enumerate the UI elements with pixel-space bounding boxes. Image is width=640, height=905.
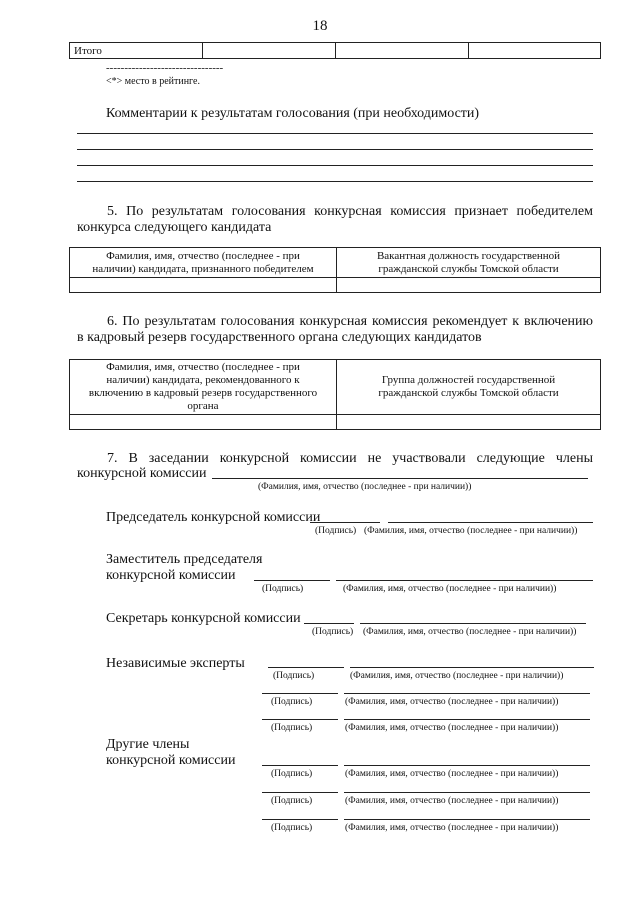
section5-text-line2: конкурса следующего кандидата — [77, 220, 272, 235]
winner-col2-header: Вакантная должность государственной — [376, 249, 561, 262]
section7-text-line2: конкурсной комиссии — [77, 466, 207, 481]
section5-text-line1: 5. По результатам голосования конкурсная комиссия признает победителем — [107, 204, 593, 219]
expert2-fio-caption: (Фамилия, имя, отчество (последнее - при наличии)) — [345, 697, 559, 707]
reserve-group-cell — [337, 415, 601, 430]
reserve-fio-cell — [70, 415, 337, 430]
expert2-fio-line — [344, 693, 590, 694]
comment-line — [77, 149, 593, 150]
member1-signature-line — [262, 765, 338, 766]
absent-members-caption: (Фамилия, имя, отчество (последнее - при наличии)) — [258, 482, 472, 492]
winner-position-cell — [337, 278, 601, 293]
expert3-fio-line — [344, 719, 590, 720]
totals-cell — [336, 43, 469, 59]
member2-signature-caption: (Подпись) — [271, 796, 313, 806]
member2-fio-caption: (Фамилия, имя, отчество (последнее - при наличии)) — [345, 796, 559, 806]
others-label-line2: конкурсной комиссии — [106, 753, 236, 768]
expert1-fio-line — [350, 667, 594, 668]
totals-cell — [469, 43, 601, 59]
secretary-label: Секретарь конкурсной комиссии — [106, 611, 301, 626]
deputy-signature-line — [254, 580, 330, 581]
expert2-signature-line — [262, 693, 338, 694]
secretary-signature-line — [304, 623, 354, 624]
expert1-signature-line — [268, 667, 344, 668]
member3-fio-caption: (Фамилия, имя, отчество (последнее - при наличии)) — [345, 823, 559, 833]
winner-col1-header: Фамилия, имя, отчество (последнее - при — [106, 249, 300, 262]
secretary-fio-caption: (Фамилия, имя, отчество (последнее - при наличии)) — [363, 627, 577, 637]
expert1-signature-caption: (Подпись) — [273, 671, 315, 681]
secretary-signature-caption: (Подпись) — [312, 627, 354, 637]
member1-fio-caption: (Фамилия, имя, отчество (последнее - при наличии)) — [345, 769, 559, 779]
chairman-fio-caption: (Фамилия, имя, отчество (последнее - при наличии)) — [364, 526, 578, 536]
deputy-label-line2: конкурсной комиссии — [106, 568, 236, 583]
member2-fio-line — [344, 792, 590, 793]
chairman-label: Председатель конкурсной комиссии — [106, 510, 321, 525]
reserve-table: Фамилия, имя, отчество (последнее - при наличии) кандидата, рекомендованного к включению в кадровый резерв государственного органа Группа должностей государственной гражданской службы Томской области — [69, 359, 601, 430]
deputy-fio-caption: (Фамилия, имя, отчество (последнее - при наличии)) — [343, 584, 557, 594]
member1-signature-caption: (Подпись) — [271, 769, 313, 779]
others-label-line1: Другие члены — [106, 737, 190, 752]
winner-fio-cell — [70, 278, 337, 293]
secretary-fio-line — [360, 623, 586, 624]
deputy-signature-caption: (Подпись) — [262, 584, 304, 594]
expert3-signature-line — [262, 719, 338, 720]
experts-label: Независимые эксперты — [106, 656, 245, 671]
member1-fio-line — [344, 765, 590, 766]
deputy-fio-line — [336, 580, 593, 581]
expert3-fio-caption: (Фамилия, имя, отчество (последнее - при наличии)) — [345, 723, 559, 733]
section6-text-line2: в кадровый резерв государственного органа следующих кандидатов — [77, 330, 482, 345]
comments-heading: Комментарии к результатам голосования (при необходимости) — [106, 106, 480, 121]
page-number: 18 — [312, 18, 328, 34]
section7-text-line1: 7. В заседании конкурсной комиссии не участвовали следующие члены — [107, 451, 593, 466]
deputy-label-line1: Заместитель председателя — [106, 552, 263, 567]
winner-table: Фамилия, имя, отчество (последнее - при наличии) кандидата, признанного победителем Вакантная должность государственной гражданской службы Томской области — [69, 247, 601, 293]
footnote-separator: -------------------------------- — [106, 62, 224, 74]
section6-text-line1: 6. По результатам голосования конкурсная комиссия рекомендует к включению — [107, 314, 593, 329]
expert3-signature-caption: (Подпись) — [271, 723, 313, 733]
totals-table — [69, 42, 601, 59]
expert2-signature-caption: (Подпись) — [271, 697, 313, 707]
expert1-fio-caption: (Фамилия, имя, отчество (последнее - при наличии)) — [350, 671, 564, 681]
member3-fio-line — [344, 819, 590, 820]
chairman-fio-line — [388, 522, 593, 523]
chairman-signature-line — [310, 522, 380, 523]
member3-signature-caption: (Подпись) — [271, 823, 313, 833]
absent-members-line — [212, 478, 588, 479]
member3-signature-line — [262, 819, 338, 820]
member2-signature-line — [262, 792, 338, 793]
reserve-col1-header: Фамилия, имя, отчество (последнее - при — [106, 361, 300, 373]
footnote-text: <*> место в рейтинге. — [106, 76, 200, 87]
totals-cell — [203, 43, 336, 59]
comment-line — [77, 133, 593, 134]
totals-label: Итого — [70, 43, 203, 59]
chairman-signature-caption: (Подпись) — [315, 526, 357, 536]
comment-line — [77, 165, 593, 166]
reserve-col2-header: Группа должностей государственной — [381, 374, 556, 386]
comment-line — [77, 181, 593, 182]
